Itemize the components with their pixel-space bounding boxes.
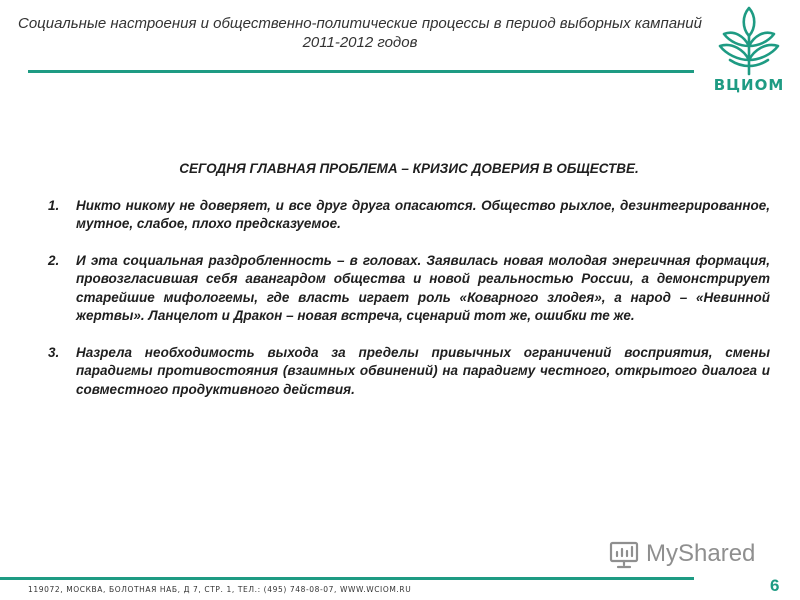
- watermark-text: MyShared: [646, 540, 756, 567]
- header-divider: [28, 70, 694, 73]
- list-item-number: 3.: [48, 344, 60, 360]
- page-number: 6: [770, 576, 780, 595]
- list-item: [48, 344, 770, 400]
- footer-address: 119072, МОСКВА, БОЛОТНАЯ НАБ, Д 7, СТР. 1, ТЕЛ.: (495) 748-08-07, WWW.WCIOM.RU: [28, 585, 412, 594]
- list-item-text: Никто никому не доверяет, и все друг друга опасаются. Общество рыхлое, дезинтегрированное, мутное, слабое, плохо предсказуемое.: [76, 197, 770, 231]
- list-item-text: Назрела необходимость выхода за пределы привычных ограничений восприятия, смены парадигмы противостояния (взаимных обвинений) на парадигму честного, открытого диалога и совместного продуктивного действия.: [76, 344, 770, 397]
- slide-body: [48, 160, 770, 417]
- list-item-number: 1.: [48, 197, 60, 213]
- list-item: [48, 252, 770, 326]
- slide-title: [0, 14, 720, 52]
- myshared-watermark: [608, 536, 768, 572]
- slide-title-line1: Социальные настроения и общественно-политические процессы в период выборных кампаний: [17, 15, 702, 32]
- list-item-number: 2.: [48, 252, 60, 268]
- body-heading: СЕГОДНЯ ГЛАВНАЯ ПРОБЛЕМА – КРИЗИС ДОВЕРИЯ В ОБЩЕСТВЕ.: [179, 161, 639, 176]
- slide-title-line2: 2011-2012 годов: [302, 34, 418, 51]
- wciom-logo: [706, 4, 792, 96]
- logo-text: ВЦИОМ: [713, 76, 785, 94]
- list-item-text: И эта социальная раздробленность – в головах. Заявилась новая молодая энергичная формация, провозгласившая себя авангардом общества и новой реальностью России, а демонстрирует старейшие мифологемы, где власть играет роль «Коварного злодея», а народ – «Невинной жертвы». Ланцелот и Дракон – новая встреча, сценарий тот же, ошибки те же.: [76, 252, 770, 323]
- sprout-icon: [706, 4, 792, 76]
- presentation-board-icon: [608, 538, 640, 570]
- footer-divider: [0, 577, 694, 580]
- list-item: [48, 197, 770, 234]
